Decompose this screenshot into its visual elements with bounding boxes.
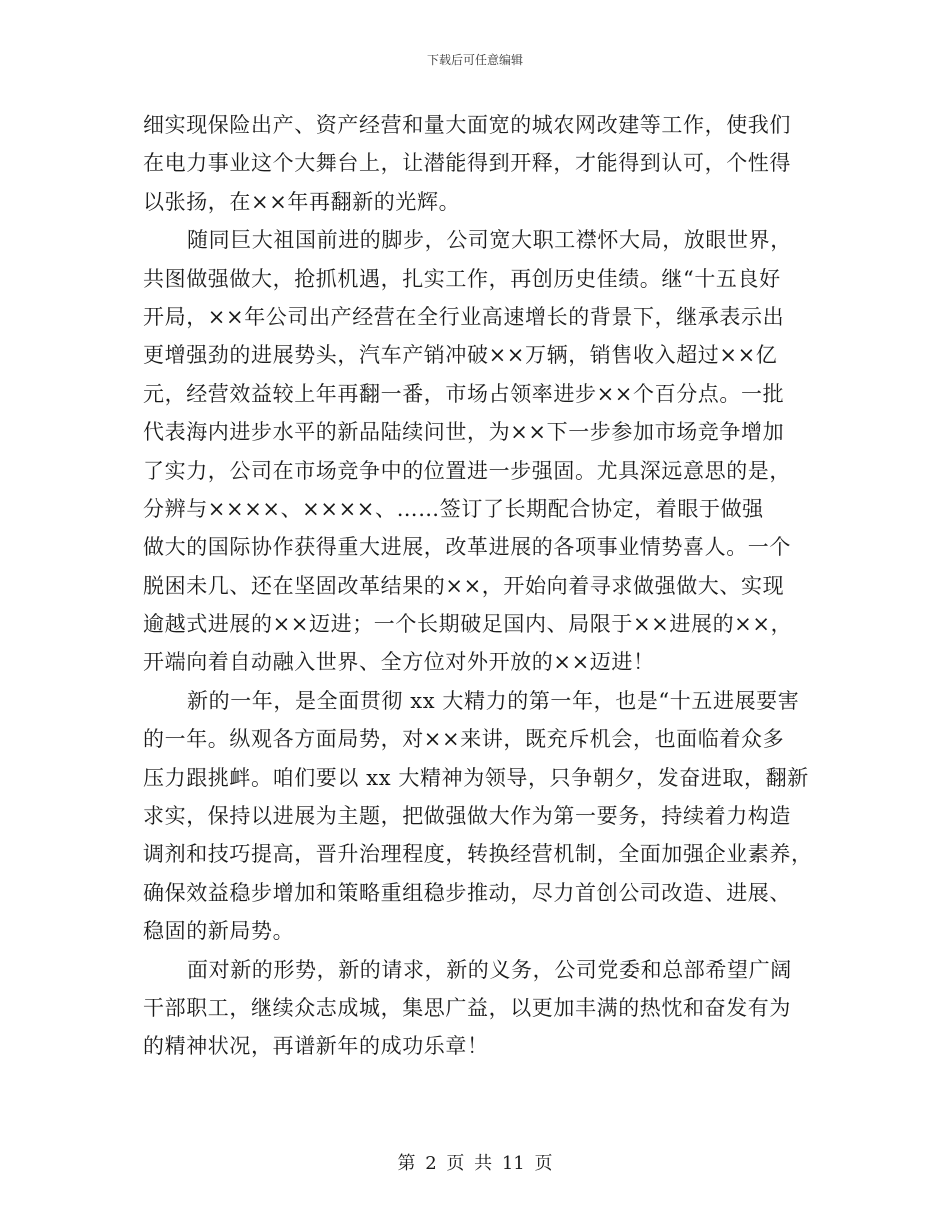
page-number-footer: 第 2 页 共 11 页 [397, 1153, 553, 1174]
text-line: 以张扬，在××年再翻新的光辉。 [143, 189, 461, 214]
text-line: 代表海内进步水平的新品陆续问世，为××下一步参加市场竞争增加 [143, 420, 785, 445]
paragraph-start-line: 随同巨大祖国前进的脚步，公司宽大职工襟怀大局，放眼世界， [187, 228, 792, 253]
text-line: 在电力事业这个大舞台上，让潜能得到开释，才能得到认可，个性得 [143, 151, 791, 176]
text-line: 压力跟挑衅。咱们要以 xx 大精神为领导，只争朝夕，发奋进取，翻新 [143, 765, 809, 790]
text-line: 分辨与××××、××××、……签订了长期配合协定，着眼于做强 [143, 496, 764, 521]
text-line: 了实力，公司在市场竞争中的位置进一步强固。尤具深远意思的是， [143, 458, 791, 483]
text-line: 的精神状况，再谱新年的成功乐章！ [143, 1034, 489, 1059]
text-line: 干部职工，继续众志成城，集思广益，以更加丰满的热忱和奋发有为 [143, 995, 791, 1020]
text-line: 稳固的新局势。 [143, 919, 295, 944]
text-line: 求实，保持以进展为主题，把做强做大作为第一要务，持续着力构造 [143, 804, 791, 829]
text-line: 脱困未几、还在坚固改革结果的××，开始向着寻求做强做大、实现 [143, 573, 785, 598]
paragraph-start-line: 面对新的形势，新的请求，新的义务，公司党委和总部希望广阔 [187, 957, 792, 982]
document-body [143, 106, 813, 1066]
text-line: 细实现保险出产、资产经营和量大面宽的城农网改建等工作，使我们 [143, 113, 791, 137]
text-line: 开端向着自动融入世界、全方位对外开放的××迈进！ [143, 650, 655, 675]
text-line: 调剂和技巧提高，晋升治理程度，转换经营机制，全面加强企业素养， [143, 842, 813, 867]
paragraph-start-line: 新的一年，是全面贯彻 xx 大精力的第一年，也是“十五进展要害 [187, 688, 800, 713]
text-line: 的一年。纵观各方面局势，对××来讲，既充斥机会，也面临着众多 [143, 727, 785, 752]
text-line: 确保效益稳步增加和策略重组稳步推动，尽力首创公司改造、进展、 [143, 880, 791, 905]
page-header-note: 下载后可任意编辑 [426, 53, 523, 67]
text-line: 逾越式进展的××迈进；一个长期破足国内、局限于××进展的××， [143, 612, 793, 637]
text-line: 元，经营效益较上年再翻一番，市场占领率进步××个百分点。一批 [143, 381, 785, 406]
text-line: 开局，××年公司出产经营在全行业高速增长的背景下，继承表示出 [143, 304, 785, 329]
text-line: 更增强劲的进展势头，汽车产销冲破××万辆，销售收入超过××亿 [143, 343, 778, 368]
text-line: 共图做强做大，抢抓机遇，扎实工作，再创历史佳绩。继“十五良好 [143, 266, 781, 291]
text-line: 做大的国际协作获得重大进展，改革进展的各项事业情势喜人。一个 [143, 535, 791, 560]
